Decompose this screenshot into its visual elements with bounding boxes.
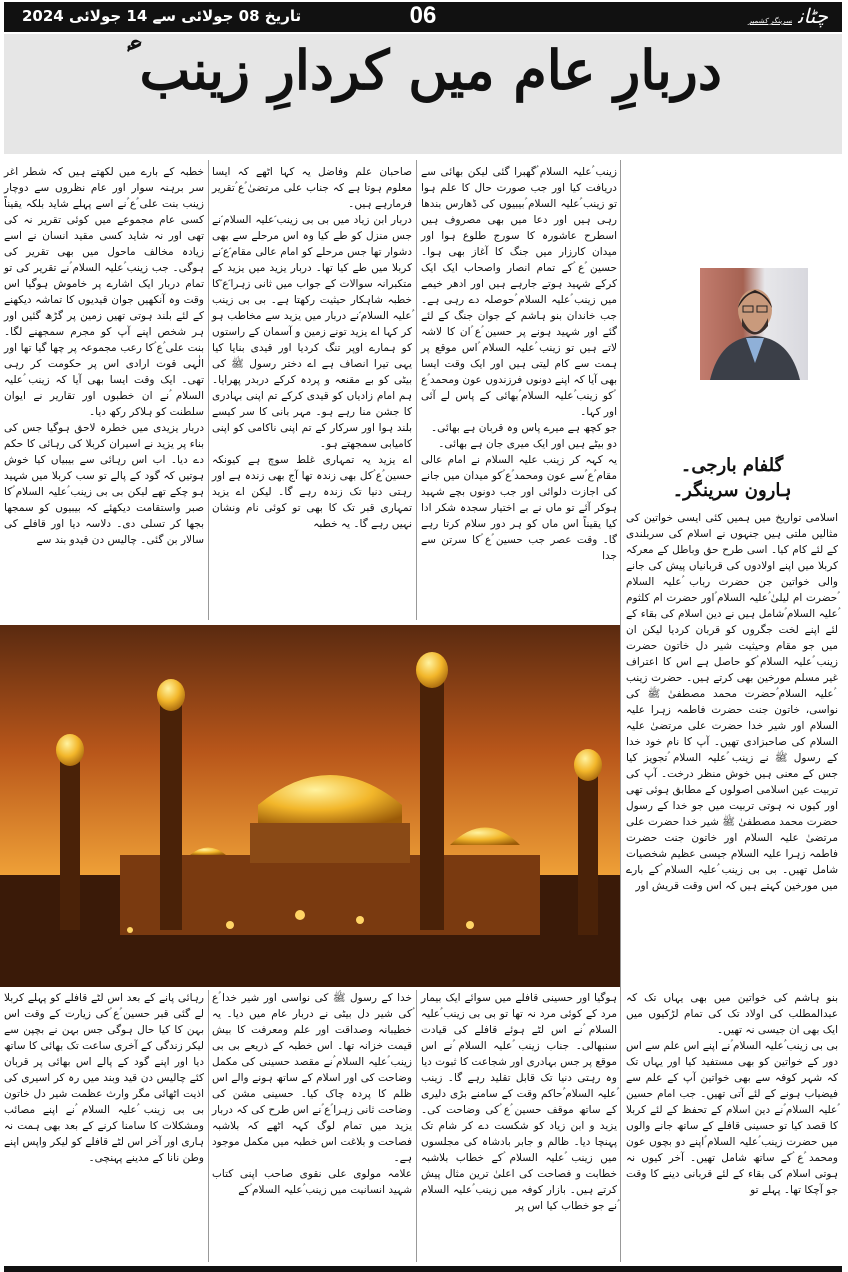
column-4-bottom (4, 990, 204, 1166)
paragraph: اے یزید یہ تمہاری غلط سوچ ہے کیونکہ حسین ؑع ؑکل بھی زندہ تھا آج بھی زندہ ہے اور رہتی دنیا تک زندہ رہے گا۔ لیکن اے یزید تمہاری قبر تک کا بھی تو کوئی نام ونشان نہیں رہے گا۔ یہ خطبہ (212, 454, 412, 530)
paragraph: بی بی زینب ؑعلیہ السلام ؑنے اپنے اس علم سے اس دور کے خواتین کو بھی مستفید کیا اور یہاں تک کہ شہر کوفہ سے بھی خواتین آپ کے علم سے فیضیاب ہونے کے لئے آتی تھیں۔ جب امام حسین ؑعلیہ السلام ؑنے دین اسلام کے تحفظ کے لئے کربلا کا قصد کیا تو حسینی قافلے کے ساتھ جانے والوں میں حضرت زینب ؑعلیہ السلام ؑاپنے دو بچوں عون ومحمد ؑع ؑکے ساتھ شامل تھیں۔ آخر کیوں نہ ہوتی اسلام کی بقاء کے لئے قربانی دینے کا وقت جو آچکا تھا۔ پہلے تو (626, 1040, 838, 1196)
paragraph: دربار یزیدی میں خطرہ لاحق ہوگیا جس کی بناء پر یزید نے اسیران کربلا کی رہائی کا حکم دے دیا۔ اب اس رہائی سے بیبیاں کیا خوش ہوتیں کہ گود کے پالے تو سب کربلا میں شہید ہو چکے تھے لیکن بی بی زینب ؑعلیہ السلام ؑکا صبر واستقامت دیکھئے کہ بیبیوں کو سمجھا بجھا کر تسلی دی۔ دلاسہ دیا اور قافلے کی سالار بن گئی۔ چالیس دن قیدو بند سے (4, 422, 204, 546)
masthead-bar (4, 2, 842, 32)
paragraph: ہوگیا اور حسینی قافلے میں سوائے ایک بیمار مرد کے کوئی مرد نہ تھا تو بی بی زینب ؑعلیہ السلام ؑنے اس لٹے ہوئے قافلے کی قیادت سنبھالی۔ جناب زینب ؑعلیہ السلام ؑنے اس موقع پر جس بہادری اور شجاعت کا ثبوت دیا وہ رہتی دنیا تک قابل تقلید رہے گا۔ زینب ؑعلیہ السلام ؑحاکم وقت کے سامنے بڑی دلیری کے ساتھ موقف حسین ؑع ؑکی وضاحت کی۔ یزید و ابن زیاد کو شکست دے کر شام تک پہنچا دیا۔ ظالم و جابر بادشاہ کی مجلسوں میں زینب ؑعلیہ السلام ؑکے خطاب بلاشبہ خطابت و فصاحت کی اعلیٰ ترین مثال پیش کرتے ہیں۔ بازار کوفہ میں زینب ؑعلیہ السلام ؑنے جو خطاب کیا اس پر (421, 992, 617, 1212)
author-photo (700, 268, 808, 380)
column-divider (620, 160, 621, 1262)
column-1-top (626, 510, 838, 894)
issue-date: تاریخ 08 جولائی سے 14 جولائی 2024 (22, 7, 302, 25)
paragraph: یہ کہہ کر زینب علیہ السلام نے امام عالی مقام ؑع ؑسے عون ومحمد ؑع ؑکو میدان میں جانے کی اجازت دلوائی اور جب دونوں بچے شہید ہوکر آئے تو ماں نے بے اختیار سجدہ شکر ادا کیا یقیناً اس ماں کو ہر دور سلام کرتا رہے گا۔ وقت عصر جب حسین ؑع ؑکا سرتن سے جدا (421, 454, 617, 562)
column-2-bottom (421, 990, 617, 1214)
logo-text: چٹان (797, 4, 828, 28)
paragraph: زینب ؑعلیہ السلام ؑگھبرا گئی لیکن بھائی سے دریافت کیا اور جب صورت حال کا علم ہوا تو زینب ؑعلیہ السلام ؑبیبیوں کی ڈھارس بندھا رہی ہیں اور دعا میں بھی مصروف ہیں اسطرح عاشورہ کا سورج طلوع ہوا اور میدان کارزار میں جنگ کا آغاز بھی ہوا۔ حسین ؑع ؑکے تمام انصار واصحاب ایک ایک کرکے شہید ہوتے جارہے ہیں اور ادھر خیمے میں زینب ؑعلیہ السلام ؑحوصلہ دے رہی ہے۔ جب خاندان بنو ہاشم کے جوان جنگ کے لئے گئے اور شہید ہونے پر حسین ؑع ؑان کا لاشہ لاتے ہیں تو زینب ؑعلیہ السلام ؑاس موقع پر ہمت سے کام لیتی ہیں اور ایک وقت ایسا بھی آیا کہ اپنے دونوں فرزندوں عون ومحمد ؑع ؑکو زینب ؑعلیہ السلام ؑبھائی کے پاس لے آئی اور کہا۔ (421, 166, 617, 418)
paragraph: خدا کے رسول ﷺ کی نواسی اور شیر خدا ؑع ؑکی شیر دل بیٹی نے دربار عام میں دیا۔ یہ خطیبانہ وصداقت اور علم ومعرفت کا بیش قیمت خزانہ تھا۔ اس خطبہ کے ذریعے بی بی زینب ؑعلیہ السلام ؑنے مقصد حسینی کی مکمل وضاحت کی اور اسلام کے ساتھ ہونے والے اس ظلم کا پردہ چاک کیا۔ حسینی مشن کی وضاحت ثانی زہرا ؑع ؑنے اس طرح کی کہ دربار یزید میں تمام لوگ کہہ اٹھے کہ بلاشبہ فصاحت و بلاغت اس خطبہ میں مکمل موجود ہے۔ (212, 992, 412, 1164)
logo-tagline: سرینگر کشمیر (748, 17, 792, 25)
verse: دو بیٹے ہیں اور ایک میری جان ہے بھائی۔ (438, 438, 617, 450)
paragraph: بنو ہاشم کی خواتین میں بھی یہاں تک کہ عبدالمطلب کی اولاد تک کی تمام لڑکیوں میں ایک بھی ان جیسی نہ تھیں۔ (626, 992, 838, 1036)
verse: جو کچھ ہے میرے پاس وہ قربان ہے بھائی۔ (431, 422, 617, 434)
author-name: گلفام بارجی۔ (680, 455, 784, 476)
column-2-top (421, 164, 617, 564)
article-title: دربارِ عام میں کردارِ زینب ؑ (126, 38, 722, 102)
page-number: 06 (409, 2, 437, 29)
newspaper-logo (748, 4, 828, 28)
paragraph: اسلامی تواریخ میں ہمیں کئی ایسی خواتین کی مثالیں ملتی ہیں جنہوں نے اسلام کی سربلندی کے لئے کام کیا۔ اسی طرح حق وباطل کے معرکہ کربلا میں اپنے اولادوں کی قربانیاں پیش کی جانے والی خواتین جن حضرت رباب ؑعلیہ السلام ؑحضرت ام لیلیٰ ؑعلیہ السلام ؑاور حضرت ام کلثوم ؑعلیہ السلام ؑشامل ہیں نے دین اسلام کی بقاء کے لئے اپنے لخت جگروں کو قربان کردیا لیکن ان میں جو مقام وحیثیت شیر دل خاتون حضرت زینب ؑعلیہ السلام ؑکو حاصل ہے اس کا اعتراف غیر مسلم مورخین بھی کرتے ہیں۔ حضرت زینب ؑعلیہ السلام ؑحضرت محمد مصطفیٰ ﷺ کی نواسی، خاتون جنت حضرت فاطمہ زہرا علیہ السلام اور شیر خدا حضرت علی مرتضیٰ علیہ السلام کی صاحبزادی تھیں۔ آپ کا نام خود خدا کے رسول ﷺ نے زینب ؑعلیہ السلام ؑتجویز کیا جس کے معنی ہیں خوش منظر درخت۔ آپ کی تربیت عین اسلامی اصولوں کے مطابق ہوئی تھی اور کیوں نہ ہوتی تربیت میں جو خدا کے رسول حضرت محمد مصطفیٰ ﷺ شیر خدا حضرت علی مرتضیٰ علیہ السلام اور خاتون جنت حضرت فاطمہ زہرا علیہ السلام جیسی عظیم شخصیات شامل تھیں۔ بی بی زینب ؑعلیہ السلام ؑکے بارے میں مورخین کہتے ہیں کہ اس وقت قریش اور (626, 512, 838, 892)
paragraph: علامہ مولوی علی نقوی صاحب اپنی کتاب شہید انسانیت میں زینب ؑعلیہ السلام ؑکے (212, 1168, 412, 1196)
paragraph: رہائی پانے کے بعد اس لٹے قافلے کو پہلے کربلا لے گئی قبر حسین ؑع ؑکی زیارت کے وقت اس بہن کا کیا حال ہوگی جس بہن نے بچپن سے لیکر زندگی کے آخری ساعت تک بھائی کا ساتھ دیا اور اپنے گود کے پالے اس بھائی پر قربان کئے چالیس دن قید وبند میں رہ کر اسیری کی اذیت اٹھائی مگر وارث عظمت شیر دل خاتون بی بی زینب ؑعلیہ السلام ؑنے اپنے مصائب ومشکلات کا سامنا کرنے کے بعد بھی ہمت نہ ہاری اور آخر اس لٹے قافلے کو لیکر واپس اپنے وطن نانا کے مدینے پہنچی۔ (4, 992, 204, 1164)
column-divider (416, 160, 417, 620)
paragraph: دربار ابن زیاد میں بی بی زینب ؑعلیہ السلام ؑنے جس منزل کو طے کیا وہ اس مرحلے سے بھی دشوار تھا جس مرحلے کو امام عالی مقام ؑع ؑنے کربلا میں طے کیا تھا۔ دربار یزید میں یزید کے متکبرانہ سوالات کے جواب میں ثانی زہرا ؑع ؑکا خطبہ شاہکار حیثیت رکھتا ہے۔ بی بی زینب ؑعلیہ السلام ؑنے دربار میں یزید سے مخاطب ہو کر کہا اے یزید تونے زمین و آسمان کے راستوں کو ہمارے اوپر تنگ کردیا اور قیدی بنایا کیا یہی تیرا انصاف ہے اے دختر رسول ﷺ کی بیٹی کو بے مقنعہ و پردہ کرکے دربدر پھرایا۔ ہم امام زادیاں کو قیدی کرکے تم اپنی بہادری کا جشن منا رہے ہو۔ مہر بانی کا سر کیسے بلند ہوا اور سرکار کے تم اپنی ناکامی کو اپنی کامیابی سمجھتے ہو۔ (212, 214, 412, 450)
footer-bar (4, 1266, 842, 1272)
column-3-top (212, 164, 412, 532)
paragraph: صاحبان علم وفاضل یہ کہا اٹھے کہ ایسا معلوم ہوتا ہے کہ جناب علی مرتضیٰ ؑع ؑتقریر فرمارہے ہیں۔ (212, 166, 412, 210)
column-3-bottom (212, 990, 412, 1198)
column-divider (208, 160, 209, 620)
column-1-bottom (626, 990, 838, 1198)
column-divider (416, 990, 417, 1262)
paragraph: خطبہ کے بارے میں لکھتے ہیں کہ شطر اغر سر برہنہ سوار اور عام نظروں سے دوچار زینب بنت علی ؑع ؑنے اسے پہلے شاید بلکہ یقیناً کسی عام مجموعے میں کوئی تقریر نہ کی تھی اور نہ شاید کسی مقید انسان نے اسے زیادہ مخالف ماحول میں بھی تقریر کی ہوگی۔ جب زینب ؑعلیہ السلام ؑنے تقریر کی تو تمام دربار ایک اشارے پر خاموش ہوگیا اس وقت وہ آنکھیں جوان قیدیوں کا تماشہ دیکھنے کے لئے بلند ہوتی تھیں زمین پر گڑھ گئیں اور ہر شخص اپنے آپ کو مجرم سمجھنے لگا۔ بنت علی ؑع ؑکا رعب مجموعہ پر چھا گیا تھا اور الٰہی قوت ارادی اس پر حکومت کر رہی تھی۔ ایک وقت ایسا بھی آیا کہ زینب ؑعلیہ السلام ؑنے ان خطبوں اور تقاریر نے ایوان سلطنت کو ہلاکر رکھ دیا۔ (4, 166, 204, 418)
column-4-top (4, 164, 204, 548)
column-divider (208, 990, 209, 1262)
shrine-photo (0, 625, 620, 987)
author-location: ہارون سرینگر۔ (672, 480, 792, 501)
